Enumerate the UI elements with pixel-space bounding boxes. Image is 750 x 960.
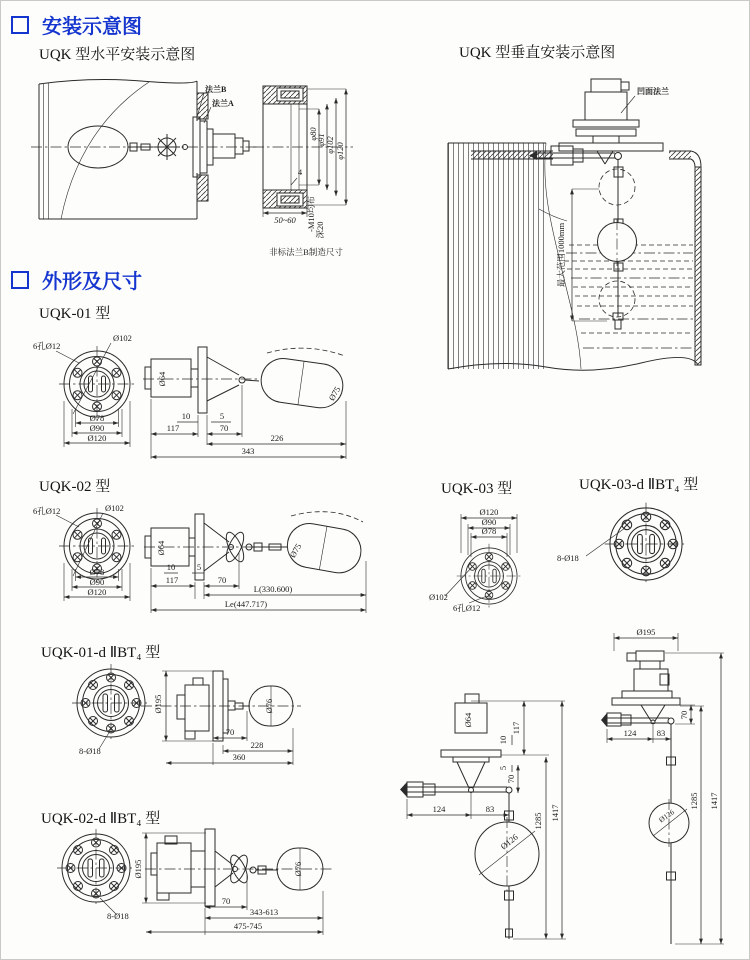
concave-flange-label: 凹面法兰 bbox=[637, 87, 669, 96]
dim-label-range2: 475-745 bbox=[233, 921, 263, 931]
dim-label-1417: 1417 bbox=[709, 792, 719, 810]
dim-label-124: 124 bbox=[623, 728, 637, 738]
uqk02d-drawing bbox=[57, 829, 333, 935]
vertical-install-drawing bbox=[448, 79, 701, 370]
dim-label-d75: Ø75 bbox=[326, 384, 343, 403]
dim-label-d120: Ø120 bbox=[479, 507, 499, 517]
dim-label-10: 10 bbox=[166, 562, 176, 572]
dim-label-d78: Ø78 bbox=[89, 567, 105, 577]
range-label: 最大范围1000mm bbox=[556, 222, 566, 288]
dim-label-70: 70 bbox=[217, 575, 227, 585]
uqk01-drawing bbox=[33, 333, 346, 459]
dim-label-70: 70 bbox=[221, 896, 231, 906]
dim-label-d120: Ø120 bbox=[87, 433, 107, 443]
model-title-uqk01: UQK-01 型 bbox=[39, 306, 111, 322]
section-title-dimensions: 外形及尺寸 bbox=[42, 271, 142, 293]
dim-label-5: 5 bbox=[219, 411, 225, 421]
holes-label: 8-Ø18 bbox=[79, 746, 101, 756]
dim-label-117: 117 bbox=[166, 423, 180, 433]
uqk02-drawing bbox=[33, 503, 366, 613]
model-title-uqk02: UQK-02 型 bbox=[39, 479, 111, 495]
dim-label-70: 70 bbox=[679, 710, 689, 720]
holes-label: 6孔Ø12 bbox=[33, 506, 61, 516]
dim-label-Le: Le(447.717) bbox=[224, 599, 268, 609]
section-title-installation: 安装示意图 bbox=[42, 16, 142, 38]
dim-label-d126: Ø126 bbox=[657, 807, 676, 825]
dim-label-d64: Ø64 bbox=[156, 540, 166, 556]
dim-label-228: 228 bbox=[250, 740, 264, 750]
vertical-model-drawing-2 bbox=[601, 627, 724, 944]
dim-label-5: 5 bbox=[498, 765, 508, 771]
model-title-uqk03d: UQK-03-d ⅡBT₄ 型 bbox=[579, 477, 699, 493]
dim-label-d195: Ø195 bbox=[153, 694, 163, 714]
holes-label: 6孔Ø12 bbox=[33, 341, 61, 351]
dim-label-83: 83 bbox=[485, 804, 495, 814]
dim-label-thickness: 4 bbox=[297, 167, 303, 177]
dim-label-70: 70 bbox=[225, 727, 235, 737]
dim-label-117: 117 bbox=[511, 721, 521, 735]
dim-label-d102: Ø102 bbox=[113, 333, 132, 343]
dim-label-d90: Ø90 bbox=[481, 517, 497, 527]
float-upper-position bbox=[599, 169, 635, 205]
dim-label-d195: Ø195 bbox=[636, 627, 656, 637]
flange-b-detail-drawing bbox=[253, 86, 353, 257]
switch-head bbox=[591, 79, 621, 92]
horizontal-diagram-title: UQK 型水平安装示意图 bbox=[39, 47, 196, 63]
dim-label-1285: 1285 bbox=[689, 792, 699, 810]
dim-label-range1: 343-613 bbox=[249, 907, 279, 917]
technical-drawings bbox=[1, 1, 750, 960]
dim-label-d195: Ø195 bbox=[133, 859, 143, 879]
dim-label-d76: Ø76 bbox=[293, 861, 303, 877]
holes-label: 8-Ø18 bbox=[557, 553, 579, 563]
dim-label-70: 70 bbox=[219, 423, 229, 433]
dim-label-width: 50~60 bbox=[274, 215, 296, 225]
switch-body bbox=[634, 669, 668, 691]
uqk03-drawing bbox=[429, 507, 521, 613]
model-title-uqk02d: UQK-02-d ⅡBT₄ 型 bbox=[41, 811, 161, 827]
uqk03d-drawing bbox=[557, 503, 687, 586]
vertical-diagram-title: UQK 型垂直安装示意图 bbox=[459, 45, 616, 61]
dim-label-10: 10 bbox=[181, 411, 191, 421]
flange-a-label: 法兰A bbox=[212, 99, 234, 108]
concave-flange bbox=[573, 120, 639, 127]
flange-b-label: 法兰B bbox=[205, 85, 227, 94]
dim-label-83: 83 bbox=[656, 728, 666, 738]
ex-proof-body bbox=[185, 685, 209, 731]
flange-detail-caption: 非标法兰B制造尺寸 bbox=[269, 247, 343, 257]
dim-label-d80: φ80 bbox=[308, 127, 318, 141]
dim-label-5: 5 bbox=[196, 562, 202, 572]
model-title-uqk01d: UQK-01-d ⅡBT₄ 型 bbox=[41, 645, 161, 661]
dim-label-d64: Ø64 bbox=[157, 371, 167, 387]
uqk01d-drawing bbox=[72, 664, 301, 765]
bolt-note-label: -M10均布 bbox=[306, 196, 316, 232]
dim-label-70: 70 bbox=[506, 774, 516, 784]
dim-label-d90: Ø90 bbox=[89, 423, 105, 433]
vertical-model-drawing-1 bbox=[400, 694, 566, 939]
dim-label-d75: Ø75 bbox=[287, 541, 304, 560]
model-title-uqk03: UQK-03 型 bbox=[441, 481, 513, 497]
dim-label-d76: Ø76 bbox=[264, 698, 274, 714]
dim-label-1417: 1417 bbox=[550, 804, 560, 822]
dim-label-L: L(330.600) bbox=[253, 584, 293, 594]
dim-label-d102: Ø102 bbox=[429, 592, 448, 602]
dim-label-226: 226 bbox=[270, 433, 284, 443]
dim-label-d90: Ø90 bbox=[89, 577, 105, 587]
dim-label-d91: φ91 bbox=[316, 133, 326, 147]
dim-label-1285: 1285 bbox=[533, 812, 543, 830]
dim-label-d120: Ø120 bbox=[87, 587, 107, 597]
dim-label-343: 343 bbox=[241, 446, 255, 456]
dim-label-d78: Ø78 bbox=[481, 526, 497, 536]
dim-label-d64: Ø64 bbox=[463, 712, 473, 728]
dim-label-124: 124 bbox=[432, 804, 446, 814]
dim-label-d102: φ102 bbox=[325, 136, 335, 154]
holes-label: 6孔Ø12 bbox=[453, 603, 481, 613]
float-capsule bbox=[258, 356, 345, 411]
depth-note-label: 深20 bbox=[315, 221, 325, 239]
dim-label-d102: Ø102 bbox=[105, 503, 124, 513]
holes-label: 8-Ø18 bbox=[107, 911, 129, 921]
dim-label-d78: Ø78 bbox=[89, 413, 105, 423]
ex-proof-body bbox=[157, 843, 191, 893]
horizontal-install-drawing bbox=[31, 80, 257, 219]
dim-label-10: 10 bbox=[498, 735, 508, 745]
dim-label-d120: φ120 bbox=[335, 142, 345, 160]
dim-label-117: 117 bbox=[165, 575, 179, 585]
float-lower-position bbox=[599, 281, 635, 317]
dim-label-d126: Ø126 bbox=[498, 831, 520, 852]
dim-label-360: 360 bbox=[232, 752, 246, 762]
